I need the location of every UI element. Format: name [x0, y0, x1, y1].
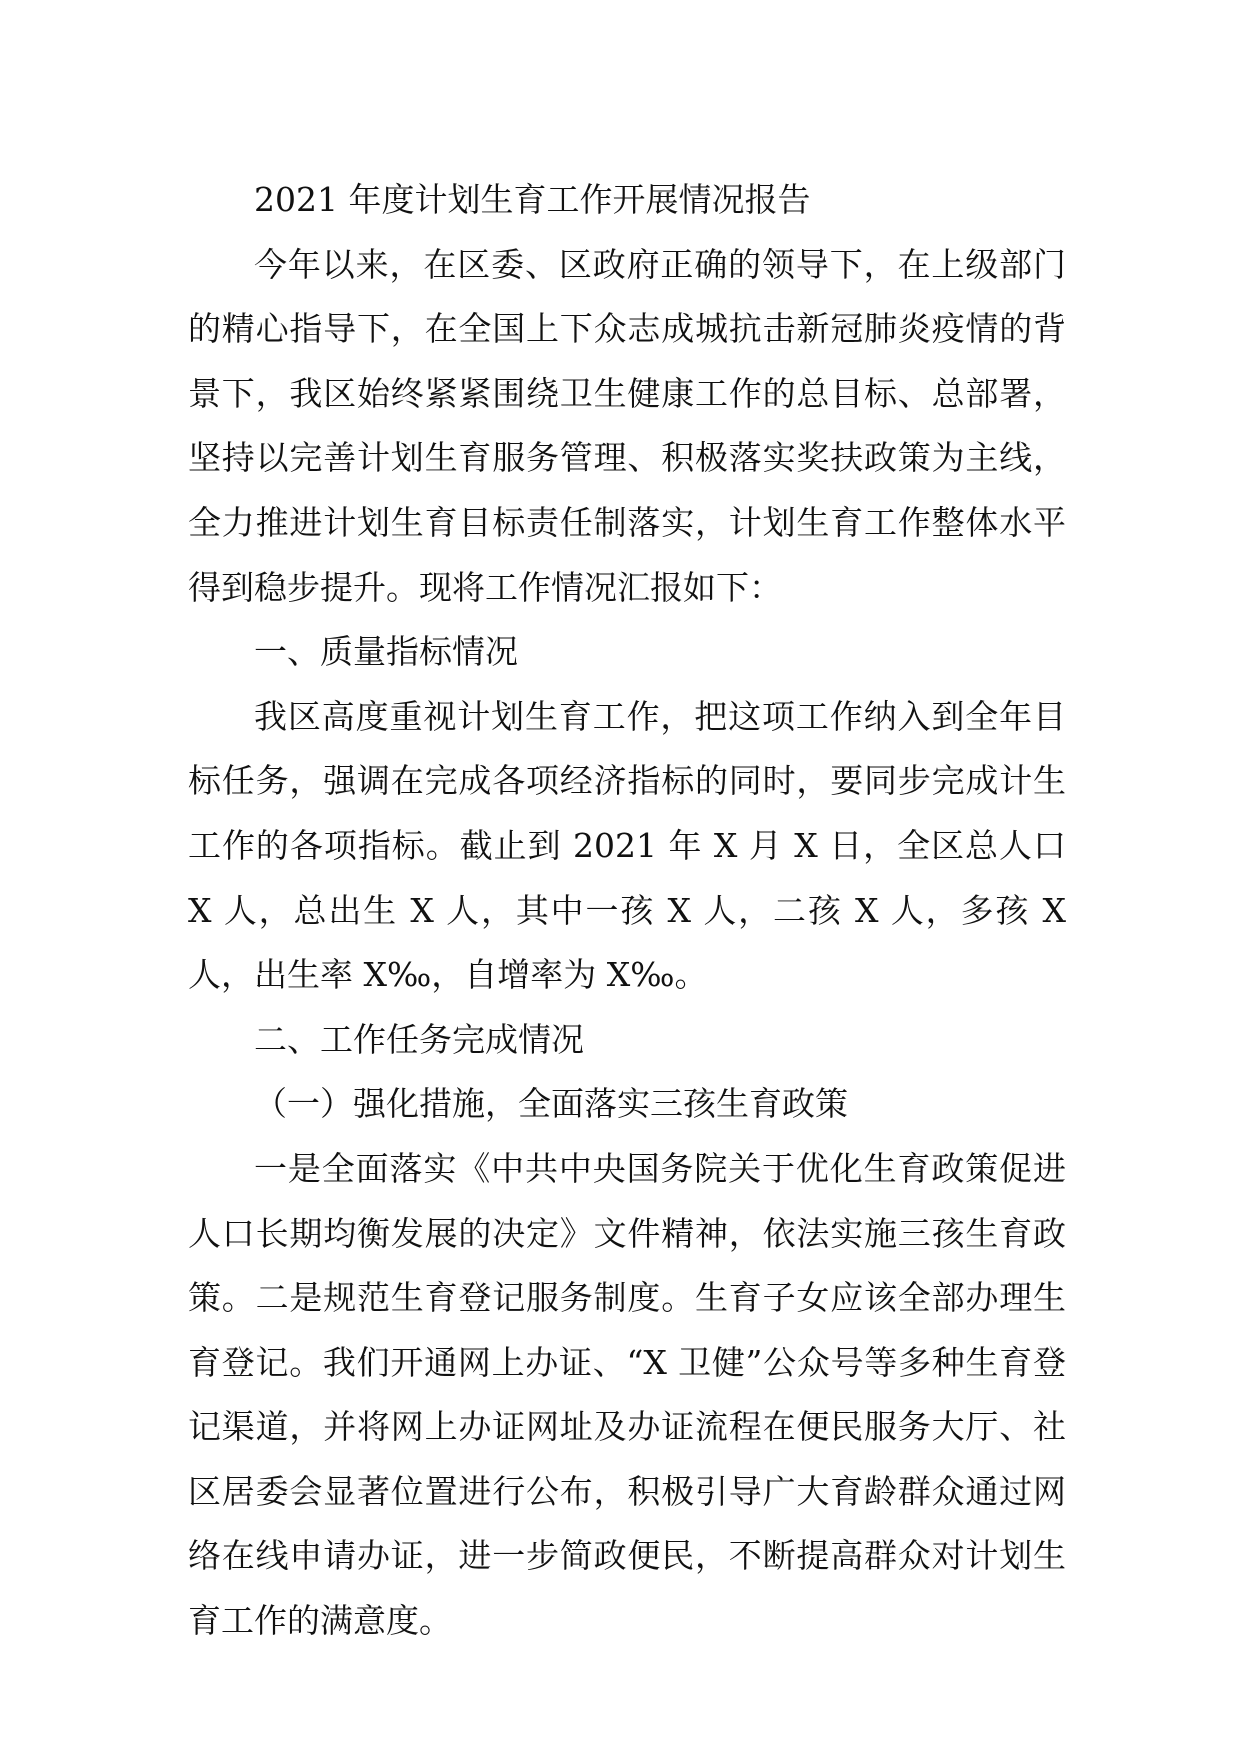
- three-child-policy-paragraph: 一是全面落实《中共中央国务院关于优化生育政策促进人口长期均衡发展的决定》文件精神，依法实施三孩生育政策。二是规范生育登记服务制度。生育子女应该全部办理生育登记。我们开通网上办证、“X 卫健”公众号等多种生育登记渠道，并将网上办证网址及办证流程在便民服务大厅、社区居委会显著位置进行公布，积极引导广大育龄群众通过网络在线申请办证，进一步简政便民，不断提高群众对计划生育工作的满意度。: [188, 1148, 1066, 1641]
- quality-indicators-paragraph: 我区高度重视计划生育工作，把这项工作纳入到全年目标任务，强调在完成各项经济指标的同时，要同步完成计生工作的各项指标。截止到 2021 年 X 月 X 日，全区总人口 X 人，总出生 X 人，其中一孩 X 人，二孩 X 人，多孩 X 人，出生率 X‰，自增率为 X‰。: [188, 696, 1066, 995]
- document-body: [188, 168, 1066, 1654]
- subsection-heading-three-child-policy: （一）强化措施，全面落实三孩生育政策: [254, 1084, 848, 1124]
- intro-paragraph: 今年以来，在区委、区政府正确的领导下，在上级部门的精心指导下，在全国上下众志成城抗击新冠肺炎疫情的背景下，我区始终紧紧围绕卫生健康工作的总目标、总部署，坚持以完善计划生育服务管理、积极落实奖扶政策为主线，全力推进计划生育目标责任制落实，计划生育工作整体水平得到稳步提升。现将工作情况汇报如下：: [188, 244, 1066, 607]
- section-heading-quality-indicators: 一、质量指标情况: [254, 632, 518, 672]
- section-heading-task-completion: 二、工作任务完成情况: [254, 1019, 584, 1059]
- document-title: 2021 年度计划生育工作开展情况报告: [254, 180, 811, 219]
